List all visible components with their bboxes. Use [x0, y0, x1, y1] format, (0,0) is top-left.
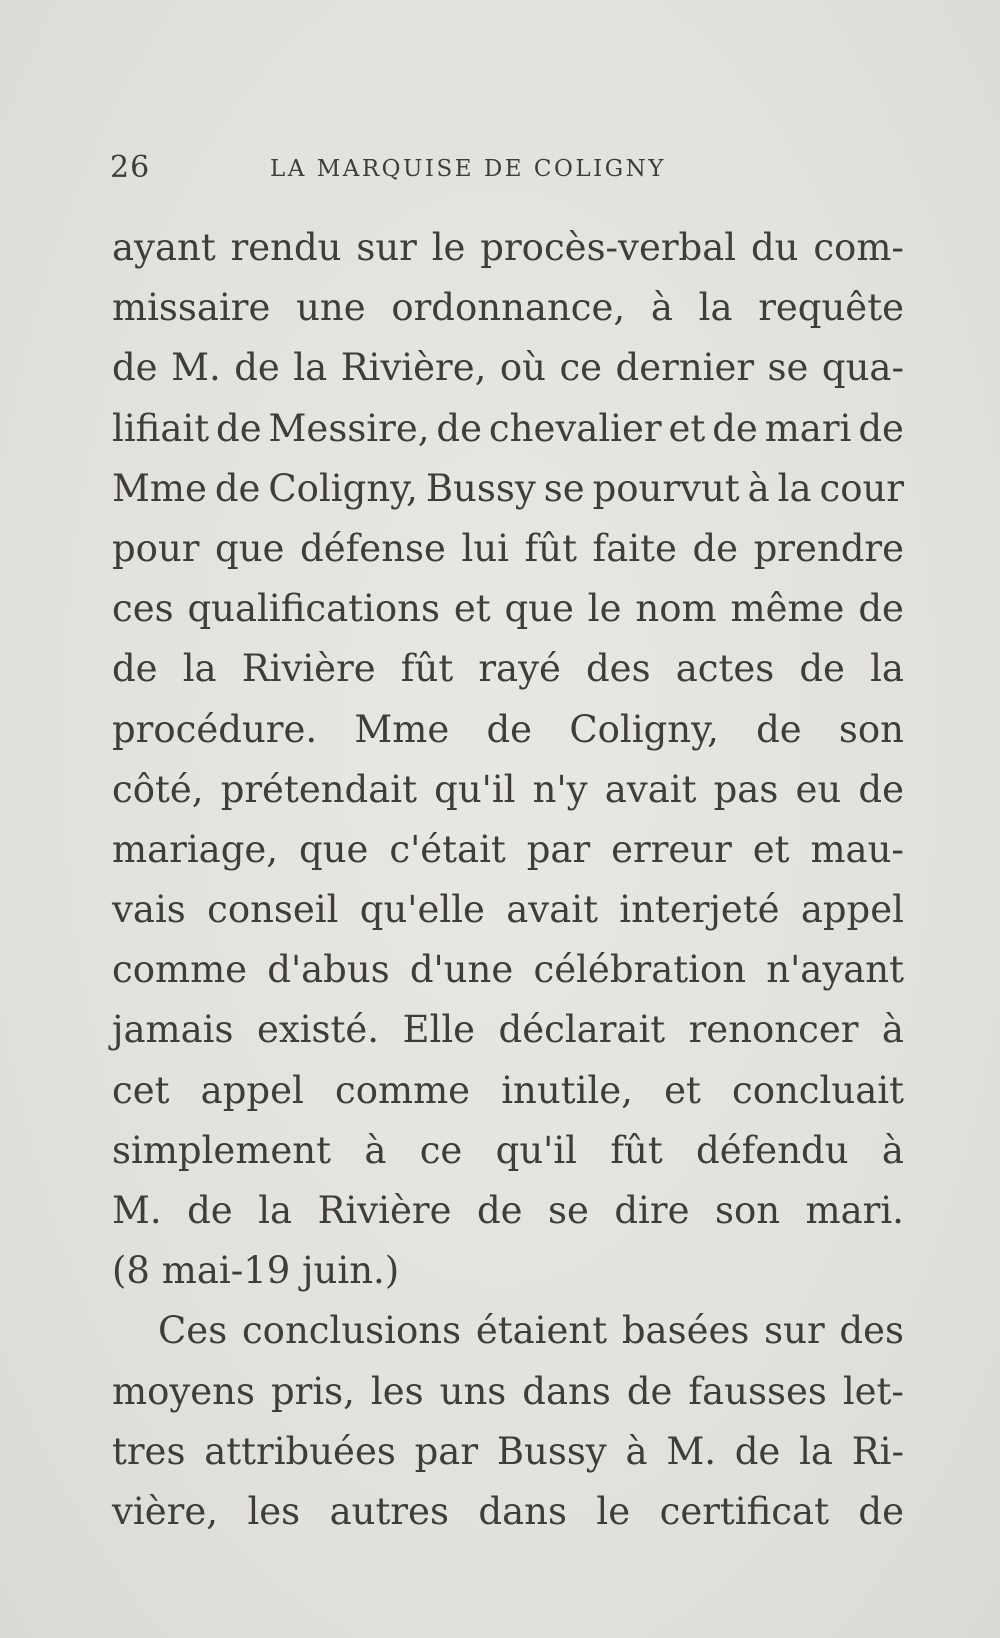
word: et [668, 406, 706, 450]
word: qu'elle [359, 888, 485, 932]
word: les [370, 1369, 424, 1413]
word: vière, [112, 1489, 218, 1533]
word: jamais [112, 1008, 234, 1052]
word: de [858, 767, 904, 811]
word: Coligny, [569, 707, 719, 751]
word: basées [621, 1309, 750, 1353]
word: mariage, [112, 827, 279, 871]
word: les [247, 1489, 301, 1533]
word: mau- [810, 827, 904, 871]
word: avait [506, 888, 598, 932]
word: une [296, 286, 366, 330]
word: son [838, 707, 904, 751]
word: fût [524, 526, 577, 570]
word: c'était [389, 827, 506, 871]
word: qu'il [495, 1128, 577, 1172]
word: qu'il [434, 767, 516, 811]
word: ces [112, 587, 174, 631]
word: de [858, 406, 904, 450]
word: par [526, 827, 591, 871]
word: prendre [753, 526, 904, 570]
text-line: (8 mai-19 juin.) [112, 1249, 400, 1293]
word: de [476, 1189, 523, 1232]
word: de [756, 707, 802, 751]
word: déclarait [498, 1008, 666, 1052]
word: à [881, 1008, 904, 1052]
text-line [112, 940, 904, 1000]
word: Bussy [425, 466, 536, 510]
word: côté, [112, 767, 204, 811]
word: Mme [354, 707, 450, 751]
word: à [364, 1128, 387, 1172]
word: de [858, 587, 904, 631]
word: comme [112, 948, 248, 992]
text-line [112, 459, 904, 519]
word: le [596, 1489, 631, 1533]
word: Rivière [317, 1189, 452, 1232]
word: de [234, 346, 280, 390]
word: lifiait [112, 406, 210, 450]
word: tres [112, 1429, 186, 1473]
word: interjeté [619, 888, 780, 932]
text-line [112, 399, 904, 459]
page-header [110, 150, 900, 190]
word: fausses [688, 1369, 827, 1413]
word: Messire, [268, 406, 430, 450]
word: ce [419, 1128, 463, 1172]
text-line [112, 1422, 904, 1482]
word: ayant [112, 226, 216, 269]
text-line [112, 278, 904, 338]
word: rendu [230, 226, 342, 269]
word: que [215, 526, 285, 570]
text-line [112, 1482, 904, 1542]
text-line [112, 880, 904, 940]
word: actes [675, 647, 775, 691]
word: n'y [532, 767, 588, 811]
word: la [698, 286, 733, 330]
text-line [112, 1061, 904, 1121]
word: Bussy [496, 1429, 607, 1473]
word: la [870, 647, 904, 691]
word: chevalier [488, 406, 662, 450]
word: de [436, 406, 482, 450]
word: Coligny, [268, 466, 418, 510]
text-line [112, 760, 904, 820]
word: uns [439, 1369, 507, 1413]
text-line [112, 1362, 904, 1422]
word: fût [400, 647, 454, 691]
word: missaire [112, 286, 271, 330]
word: eu [795, 767, 842, 811]
text-line [112, 1301, 904, 1361]
word: M. [112, 1189, 162, 1232]
word: comme [334, 1068, 471, 1112]
word: d'abus [267, 948, 390, 992]
text-line [112, 218, 904, 278]
word: de [692, 526, 739, 570]
word: même [730, 587, 845, 631]
word: Ri- [851, 1429, 904, 1473]
word: pas [713, 767, 779, 811]
word: et [453, 587, 491, 631]
word: attribuées [204, 1429, 396, 1473]
word: Rivière, [340, 346, 487, 390]
paragraph-2 [112, 1301, 904, 1542]
word: Mme [112, 466, 207, 510]
word: cet [112, 1068, 170, 1112]
word: requête [758, 286, 904, 330]
word: la [777, 466, 812, 510]
text-line [112, 579, 904, 639]
word: le [431, 226, 466, 269]
word: le [587, 587, 622, 631]
word: pourvut [592, 466, 740, 510]
word: rayé [478, 647, 561, 691]
word: mari [764, 406, 852, 450]
word: du [750, 226, 799, 269]
word: à [650, 286, 673, 330]
word: célébration [533, 948, 747, 992]
word: défendu [696, 1128, 849, 1172]
word: prétendait [220, 767, 417, 811]
page-number: 26 [110, 150, 151, 185]
word: qualifications [187, 587, 440, 631]
word: dire [614, 1189, 690, 1232]
text-line [112, 1121, 904, 1181]
word: M. [171, 346, 221, 390]
word: pris, [270, 1369, 355, 1413]
word: procédure. [112, 707, 318, 751]
word: des [586, 647, 651, 691]
text-line [112, 820, 904, 880]
word: conclusions [241, 1309, 462, 1353]
word: fût [610, 1128, 663, 1172]
word: dernier [615, 346, 755, 390]
word: défense [300, 526, 446, 570]
word: existé. [256, 1008, 380, 1052]
word: M. [666, 1429, 716, 1473]
word: vais [112, 888, 186, 932]
word: faite [592, 526, 677, 570]
word: que [299, 827, 369, 871]
text-line [112, 700, 904, 760]
word: Elle [402, 1008, 476, 1052]
word: de [734, 1429, 781, 1473]
word: let- [842, 1369, 904, 1413]
word: où [499, 346, 546, 390]
word: inutile, [501, 1068, 633, 1112]
word: des [839, 1309, 904, 1353]
word: Rivière [241, 647, 376, 691]
word: avait [604, 767, 697, 811]
word: de [626, 1369, 673, 1413]
word: dans [522, 1369, 611, 1413]
word: à [747, 466, 770, 510]
word: de [486, 707, 533, 751]
word: com- [813, 226, 904, 269]
word: autres [329, 1489, 449, 1533]
word: de [214, 466, 261, 510]
word: dans [478, 1489, 567, 1533]
word: mari. [805, 1189, 904, 1232]
body-text [112, 218, 904, 1542]
word: que [504, 587, 574, 631]
word: moyens [112, 1369, 255, 1413]
word: se [543, 466, 585, 510]
word: concluait [731, 1068, 904, 1112]
text-line [112, 338, 904, 398]
word: de [799, 647, 845, 691]
word: cour [819, 466, 904, 510]
word: Ces [158, 1309, 228, 1353]
word: sur [764, 1309, 825, 1353]
word: se [548, 1189, 589, 1232]
word: pour [112, 526, 200, 570]
word: et [752, 827, 790, 871]
word: qua- [821, 346, 904, 390]
text-line [112, 1181, 904, 1241]
word: sur [356, 226, 417, 269]
word: procès-verbal [480, 226, 737, 269]
word: appel [800, 888, 904, 932]
word: la [182, 647, 217, 691]
word: de [712, 406, 758, 450]
word: lui [461, 526, 509, 570]
word: étaient [475, 1309, 608, 1353]
word: appel [200, 1068, 304, 1112]
word: nom [635, 587, 717, 631]
word: son [714, 1189, 781, 1232]
word: et [664, 1068, 701, 1112]
word: de [187, 1189, 233, 1232]
word: de [112, 647, 158, 691]
word: ordonnance, [391, 286, 626, 330]
word: simplement [112, 1128, 332, 1172]
word: se [767, 346, 809, 390]
word: à [881, 1128, 904, 1172]
text-line [112, 639, 904, 699]
word: de [216, 406, 262, 450]
word: par [414, 1429, 479, 1473]
word: la [258, 1189, 293, 1232]
word: la [799, 1429, 833, 1473]
word: de [858, 1489, 904, 1533]
word: de [112, 346, 158, 390]
word: ce [559, 346, 603, 390]
running-title: LA MARQUISE DE COLIGNY [270, 156, 666, 182]
word: d'une [409, 948, 514, 992]
word: à [625, 1429, 648, 1473]
paragraph-1 [112, 218, 904, 1301]
word: erreur [611, 827, 732, 871]
word: certificat [659, 1489, 829, 1533]
word: conseil [207, 888, 339, 932]
word: la [293, 346, 328, 390]
text-line [112, 519, 904, 579]
text-line [112, 1000, 904, 1060]
word: n'ayant [766, 948, 904, 992]
word: renoncer [688, 1008, 859, 1052]
